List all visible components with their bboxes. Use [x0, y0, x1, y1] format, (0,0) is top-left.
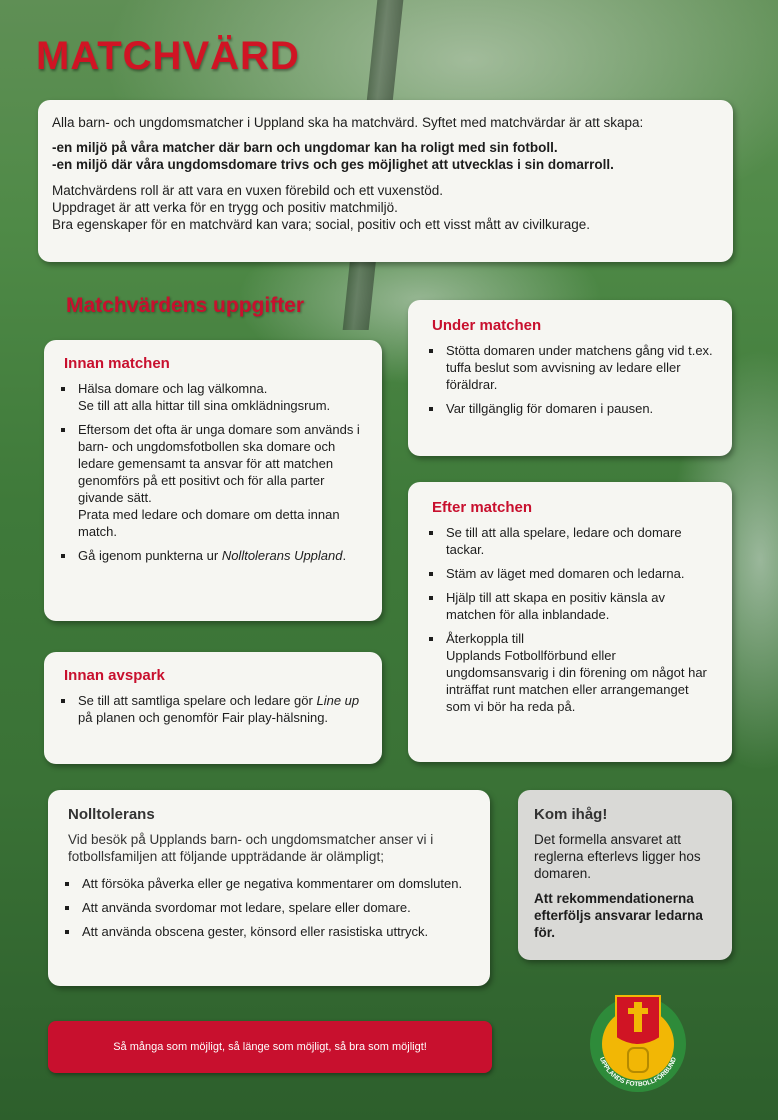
list-item: ▪ Stäm av läget med domaren och ledarna.	[444, 565, 716, 582]
during-match-list	[432, 342, 716, 417]
list-item: ▪ Hälsa domare och lag välkomna. Se till att alla hittar till sina omklädningsrum.	[76, 380, 364, 414]
remember-heading: Kom ihåg!	[534, 806, 608, 823]
list-item: ▪ Stötta domaren under matchens gång vid t.ex. tuffa beslut som avvisning av ledare eller föräldrar.	[444, 342, 716, 393]
before-match-heading: Innan matchen	[64, 355, 170, 372]
after-match-list	[432, 524, 716, 715]
kickoff-heading: Innan avspark	[64, 667, 165, 684]
list-item: ▪ Gå igenom punkterna ur Nolltolerans Uppland.	[76, 547, 364, 564]
zero-tolerance-card	[48, 790, 490, 986]
list-item: ▪ Se till att samtliga spelare och ledare gör Line up på planen och genomför Fair play-hälsning.	[76, 692, 364, 726]
intro-role-2: Uppdraget är att verka för en trygg och positiv matchmiljö.	[52, 200, 398, 215]
zero-tolerance-heading: Nolltolerans	[68, 806, 155, 823]
intro-aim-2: -en miljö där våra ungdomsdomare trivs och ges möjlighet att utvecklas i sin domarroll.	[52, 157, 614, 172]
kickoff-list	[64, 692, 364, 726]
page-title: MATCHVÄRD	[36, 34, 300, 78]
during-match-heading: Under matchen	[432, 317, 542, 334]
before-match-list	[64, 380, 364, 564]
after-match-heading: Efter matchen	[432, 499, 533, 516]
list-item: ▪ Återkoppla till Upplands Fotbollförbund eller ungdomsansvarig i din förening om något har inträffat runt matchen eller arrangemanget som vi bör ha reda på.	[444, 630, 716, 715]
intro-text: Alla barn- och ungdomsmatcher i Uppland ska ha matchvärd. Syftet med matchvärdar är att skapa:	[52, 115, 644, 130]
intro-card	[38, 100, 733, 262]
nolltolerans-reference: Nolltolerans Uppland	[221, 548, 343, 563]
upplands-fotbollforbund-logo	[584, 986, 692, 1094]
zero-tolerance-list	[68, 875, 474, 940]
remember-text-1: Det formella ansvaret att reglerna efterlevs ligger hos domaren.	[534, 832, 701, 881]
list-item: ▪ Eftersom det ofta är unga domare som används i barn- och ungdomsfotbollen ska domare och ledare gemensamt ta ansvar för att matchen genomförs på ett positivt och för alla parter givande sätt. Prata med ledare och domare om detta innan match.	[76, 421, 364, 540]
list-item: ▪ Att försöka påverka eller ge negativa kommentarer om domsluten.	[80, 875, 474, 892]
kickoff-card	[44, 652, 382, 764]
list-item: ▪ Att använda obscena gester, könsord eller rasistiska uttryck.	[80, 923, 474, 940]
after-match-card	[408, 482, 732, 762]
line-up-term: Line up	[316, 693, 360, 708]
list-item: ▪ Hjälp till att skapa en positiv känsla av matchen för alla inblandade.	[444, 589, 716, 623]
logo-text: UPPLANDS FOTBOLLFÖRBUND	[597, 1056, 679, 1089]
intro-role-3: Bra egenskaper för en matchvärd kan vara; social, positiv och ett visst mått av civilkurage.	[52, 217, 590, 232]
remember-card	[518, 790, 732, 960]
slogan-banner: Så många som möjligt, så länge som möjligt, så bra som möjligt!	[48, 1021, 492, 1073]
before-match-card	[44, 340, 382, 621]
list-item: ▪ Att använda svordomar mot ledare, spelare eller domare.	[80, 899, 474, 916]
intro-role-1: Matchvärdens roll är att vara en vuxen förebild och ett vuxenstöd.	[52, 183, 443, 198]
list-item: ▪ Se till att alla spelare, ledare och domare tackar.	[444, 524, 716, 558]
list-item: ▪ Var tillgänglig för domaren i pausen.	[444, 400, 716, 417]
zero-tolerance-intro: Vid besök på Upplands barn- och ungdomsmatcher anser vi i fotbollsfamiljen att följande uppträdande är olämpligt;	[68, 832, 434, 864]
remember-text-2: Att rekommendationerna efterföljs ansvarar ledarna för.	[534, 891, 703, 940]
intro-aim-1: -en miljö på våra matcher där barn och ungdomar kan ha roligt med sin fotboll.	[52, 140, 558, 155]
during-match-card	[408, 300, 732, 456]
tasks-heading: Matchvärdens uppgifter	[66, 294, 305, 317]
